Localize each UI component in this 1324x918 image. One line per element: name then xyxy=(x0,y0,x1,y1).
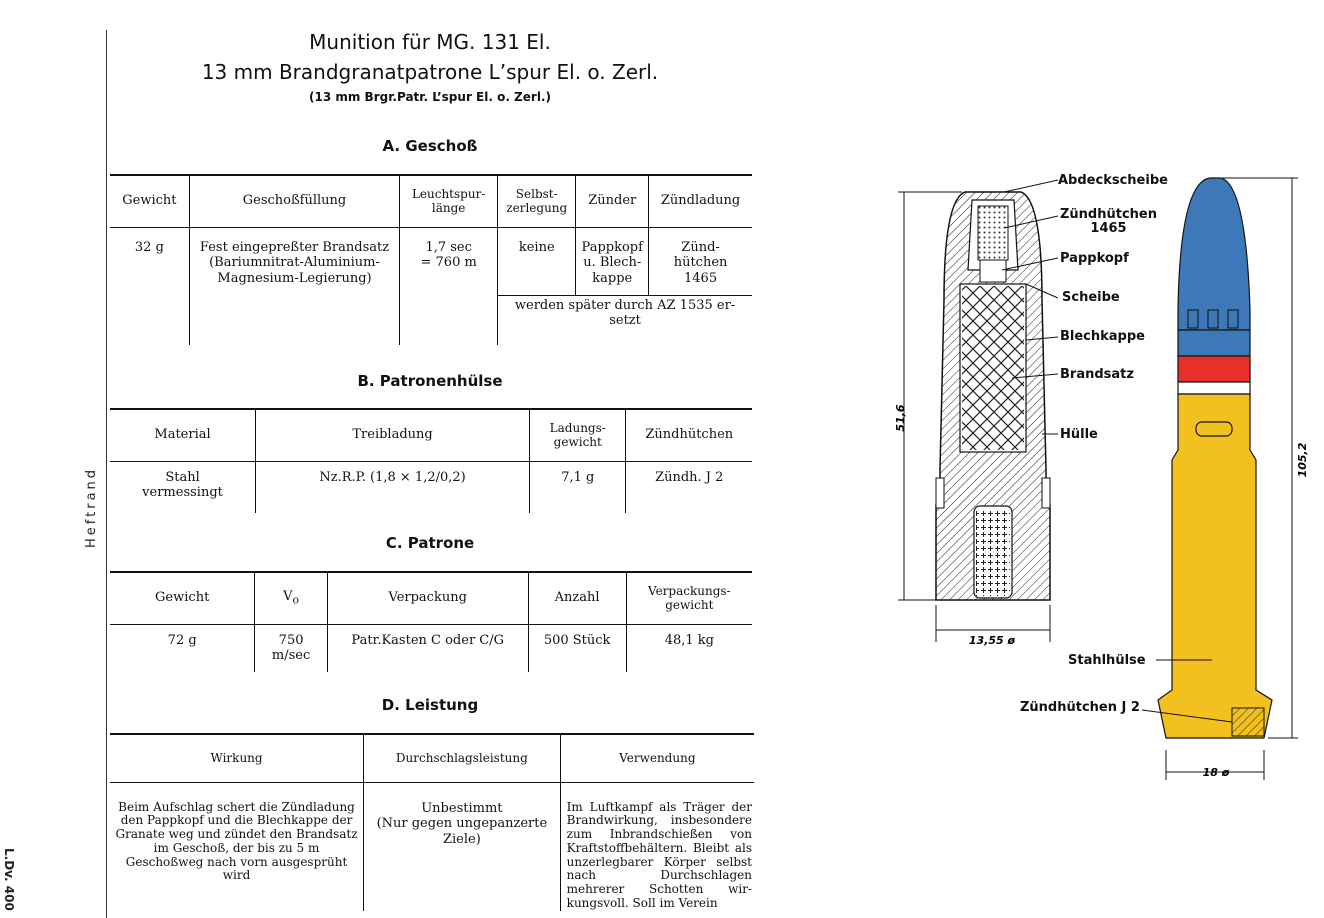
cell-leuchtspur: 1,7 sec = 760 m xyxy=(400,227,498,345)
cell-fuellung: Fest eingepreßter Brandsatz (Bariumnitrat-Aluminium- Magnesium-Legierung) xyxy=(189,227,399,345)
header-treibladung: Treibladung xyxy=(256,409,530,461)
cell-verpackung: Patr.Kasten C oder C/G xyxy=(327,624,528,672)
dim-projectile-diameter: 13,55 ø xyxy=(968,634,1016,647)
section-c-heading: C. Patrone xyxy=(385,534,475,552)
title-line-2: 13 mm Brandgranatpatrone L’spur El. o. Zerl. xyxy=(201,60,659,84)
cell-zuendladung: Zünd- hütchen 1465 xyxy=(649,227,752,295)
header-ladungsgewicht: Ladungs- gewicht xyxy=(530,409,626,461)
header-material: Material xyxy=(110,409,256,461)
cell-verpackungsgewicht: 48,1 kg xyxy=(664,632,714,648)
header-zuender: Zünder xyxy=(576,175,649,227)
cell-gewicht: 32 g xyxy=(110,227,189,345)
label-brandsatz: Brandsatz xyxy=(1060,367,1134,382)
header-patrone-gewicht: Gewicht xyxy=(110,572,255,624)
header-v-subscript: o xyxy=(292,594,300,608)
header-leuchtspur: Leuchtspur- länge xyxy=(400,175,498,227)
dim-cartridge-diameter: 18 ø xyxy=(1202,766,1230,779)
cell-verwendung: Im Luftkampf als Träger der Brandwirkung, insbesondere zum Inbrandschießen von Kraftstoffbehältern. Bleibt als unzerlegbarer Körper selbst nach Durchschlagen mehrerer Schotten wir- kungsvoll. Soll im Verein xyxy=(566,799,752,911)
header-geschossfuellung: Geschoßfüllung xyxy=(189,175,399,227)
side-label: L.Dv. 400 xyxy=(2,848,16,911)
cell-material: Stahl vermessingt xyxy=(110,461,256,513)
margin-label: Heftrand xyxy=(84,466,99,548)
header-verwendung: Verwendung xyxy=(560,734,754,782)
case-yellow xyxy=(1158,394,1272,738)
title-line-1: Munition für MG. 131 El. xyxy=(309,30,551,54)
section-d-heading: D. Leistung xyxy=(381,696,479,714)
header-zuendhuetchen: Zündhütchen xyxy=(626,409,752,461)
cell-durchschlag: Unbestimmt (Nur gegen ungepanzerte Ziele) xyxy=(364,782,561,911)
cell-wirkung: Beim Aufschlag schert die Zündladung den Pappkopf und die Blechkappe der Granate weg und zündet den Brandsatz im Geschoß, der bis zu 5 m Geschoßweg nach vorn ausgesprüht wird xyxy=(110,782,364,911)
label-huelle: Hülle xyxy=(1060,427,1098,442)
cartridge-colored xyxy=(1158,178,1272,738)
cell-zuender: Pappkopf u. Blech- kappe xyxy=(576,227,649,295)
header-verpackungsgewicht: Verpackungs- gewicht xyxy=(626,572,752,624)
cell-patrone-gewicht: 72 g xyxy=(110,624,255,672)
cartridge-diagram xyxy=(812,160,1324,836)
header-v0 xyxy=(255,572,327,624)
label-scheibe: Scheibe xyxy=(1062,290,1120,305)
cell-selbstzerlegung: keine xyxy=(498,227,576,295)
header-durchschlag: Durchschlagsleistung xyxy=(364,734,561,782)
table-leistung xyxy=(110,733,754,911)
label-blechkappe: Blechkappe xyxy=(1060,329,1145,344)
cell-zuender-note: werden später durch AZ 1535 er- setzt xyxy=(514,297,736,329)
section-b-heading: B. Patronenhülse xyxy=(357,372,503,390)
label-pappkopf: Pappkopf xyxy=(1060,251,1129,266)
dim-projectile-length: 51,6 xyxy=(894,404,907,432)
binding-margin-line xyxy=(106,30,107,918)
label-zuendhuetchen-j2: Zündhütchen J 2 xyxy=(1020,700,1140,715)
table-patrone xyxy=(110,571,752,672)
title-line-3: (13 mm Brgr.Patr. L’spur El. o. Zerl.) xyxy=(309,90,551,104)
cell-zuendhuetchen: Zündh. J 2 xyxy=(655,469,724,485)
nose-blue xyxy=(1178,178,1250,330)
header-selbstzerlegung: Selbst- zerlegung xyxy=(498,175,576,227)
cell-v0: 750 m/sec xyxy=(255,624,327,672)
projectile-section xyxy=(936,192,1050,600)
dim-cartridge-length: 105,2 xyxy=(1296,442,1309,478)
label-zuendhuetchen-1465: Zündhütchen 1465 xyxy=(1060,207,1157,236)
label-abdeckscheibe: Abdeckscheibe xyxy=(1058,173,1168,188)
header-wirkung: Wirkung xyxy=(110,734,364,782)
table-geschoss xyxy=(110,174,752,345)
table-patronenhuelse xyxy=(110,408,752,513)
header-anzahl: Anzahl xyxy=(528,572,626,624)
header-v-label: V xyxy=(283,589,293,605)
cell-ladungsgewicht: 7,1 g xyxy=(530,461,626,513)
cell-anzahl: 500 Stück xyxy=(528,624,626,672)
band-red xyxy=(1178,356,1250,382)
header-zuendladung: Zündladung xyxy=(649,175,752,227)
header-verpackung: Verpackung xyxy=(327,572,528,624)
label-stahlhuelse: Stahlhülse xyxy=(1068,653,1146,668)
cell-treibladung: Nz.R.P. (1,8 × 1,2/0,2) xyxy=(256,461,530,513)
section-a-heading: A. Geschoß xyxy=(382,137,478,155)
header-gewicht: Gewicht xyxy=(110,175,189,227)
